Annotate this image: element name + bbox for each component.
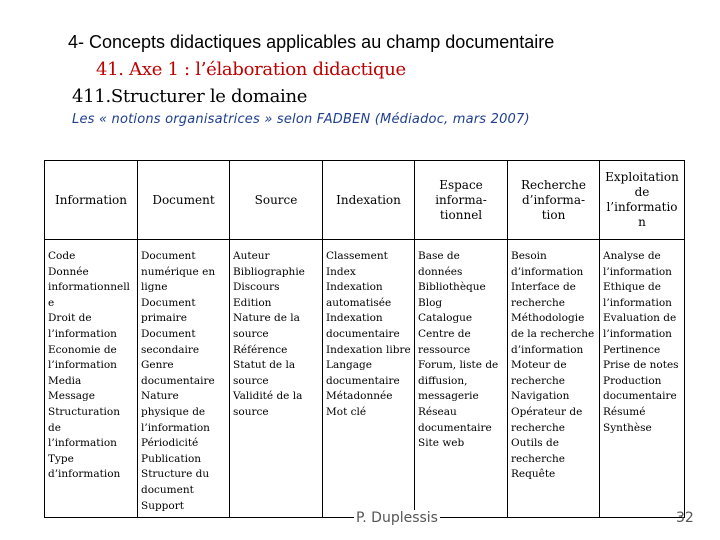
column-header-line: Espace: [439, 177, 483, 192]
notion-line: Nature de la: [233, 312, 300, 325]
notion-line: numérique en: [141, 265, 216, 278]
column-cell-indexation: [323, 240, 415, 518]
column-header-line: tionnel: [439, 207, 483, 222]
notion-line: Statut de la: [233, 359, 296, 372]
notion-line: Document: [141, 327, 196, 340]
notion-line: e: [48, 296, 55, 309]
notion-line: Analyse de: [603, 250, 661, 262]
notion-line: Nature: [141, 390, 179, 403]
column-header-line: Recherche: [521, 177, 586, 192]
notion-line: Bibliothèque: [418, 281, 486, 294]
notion-line: Indexation: [326, 312, 383, 325]
notion-line: d’information: [511, 343, 584, 356]
notion-line: Blog: [418, 296, 443, 309]
notion-line: recherche: [511, 421, 565, 434]
notion-line: Code: [48, 250, 76, 262]
notion-line: documentaire: [326, 374, 400, 387]
notion-line: Base de: [418, 250, 460, 262]
column-header-information: [45, 161, 138, 240]
notion-line: Document: [141, 296, 196, 309]
notion-line: Prise de notes: [603, 359, 679, 372]
notion-line: Message: [48, 390, 95, 403]
column-header-line: d’informa-: [521, 192, 586, 207]
notion-line: Index: [326, 265, 356, 278]
notions-table: [44, 160, 685, 518]
column-header-line: informa-: [435, 192, 487, 207]
column-header-source: [230, 161, 323, 240]
notion-line: Périodicité: [141, 437, 199, 450]
notion-line: Economie de: [48, 343, 117, 356]
notion-line: Forum, liste de: [418, 359, 499, 372]
notion-line: Bibliographie: [233, 265, 305, 278]
notion-line: Evaluation de: [603, 312, 677, 325]
column-header-recherche-information: [508, 161, 600, 240]
notion-line: Référence: [233, 343, 288, 356]
notion-line: données: [418, 265, 463, 278]
slide-subtitle: Les « notions organisatrices » selon FADBEN (Médiadoc, mars 2007): [72, 112, 530, 127]
notion-line: d’information: [48, 468, 121, 481]
notion-line: documentaire: [603, 390, 677, 403]
notion-line: Genre: [141, 359, 174, 372]
notion-line: Catalogue: [418, 312, 473, 325]
column-header-line: Exploitation: [605, 170, 679, 184]
column-header-line: Information: [54, 192, 128, 207]
notion-line: secondaire: [141, 343, 200, 356]
notion-line: informationnell: [48, 281, 130, 294]
notion-line: Besoin: [511, 250, 547, 262]
notion-line: automatisée: [326, 296, 392, 309]
notion-line: source: [233, 405, 269, 418]
notion-line: Mot clé: [326, 405, 367, 418]
notion-line: l’information: [48, 437, 117, 450]
notion-line: Structure du: [141, 468, 210, 481]
column-header-line: de: [634, 185, 650, 199]
notion-line: Réseau: [418, 405, 457, 418]
column-cell-espace-informationnel: [415, 240, 508, 518]
notion-line: messagerie: [418, 390, 479, 403]
notion-line: Synthèse: [603, 421, 652, 434]
notion-line: d’information: [511, 265, 584, 278]
notion-line: l’information: [603, 296, 672, 309]
section-heading: 4- Concepts didactiques applicables au champ documentaire: [68, 32, 555, 52]
notion-line: Support: [141, 499, 184, 512]
notion-line: Type: [48, 452, 74, 465]
axis-heading: 41. Axe 1 : l’élaboration didactique: [96, 59, 406, 80]
notion-line: source: [233, 327, 269, 340]
notion-line: Publication: [141, 452, 202, 465]
notion-line: Méthodologie: [511, 312, 585, 325]
notion-line: ressource: [418, 343, 471, 356]
notion-line: Navigation: [511, 390, 570, 403]
notion-line: source: [233, 374, 269, 387]
column-header-line: tion: [541, 207, 566, 222]
notion-line: documentaire: [418, 421, 492, 434]
notion-line: l’information: [141, 421, 210, 434]
notion-line: Pertinence: [603, 343, 661, 356]
column-header-indexation: [323, 161, 415, 240]
notion-line: Indexation: [326, 281, 383, 294]
notion-line: Edition: [233, 296, 272, 309]
notion-line: physique de: [141, 405, 206, 418]
column-cell-document: [138, 240, 230, 518]
notion-line: Site web: [418, 437, 465, 450]
notion-line: Outils de: [511, 437, 559, 450]
notion-line: Droit de: [48, 312, 92, 325]
notion-line: Donnée: [48, 265, 89, 278]
column-cell-information: [45, 240, 138, 518]
notion-line: Document: [141, 250, 196, 262]
notion-line: ligne: [141, 281, 168, 294]
notion-line: recherche: [511, 452, 565, 465]
page-number: 32: [676, 510, 694, 526]
notion-line: recherche: [511, 296, 565, 309]
notion-line: recherche: [511, 374, 565, 387]
notion-line: Métadonnée: [326, 390, 393, 403]
notion-line: l’information: [48, 327, 117, 340]
notion-line: Discours: [233, 281, 280, 294]
notion-line: Centre de: [418, 327, 471, 340]
subsection-heading: 411.Structurer le domaine: [72, 86, 308, 107]
notion-line: Langage: [326, 359, 372, 372]
notion-line: diffusion,: [418, 374, 468, 387]
notion-line: document: [141, 483, 194, 496]
notion-line: Auteur: [233, 250, 270, 262]
column-cell-source: [230, 240, 323, 518]
column-cell-exploitation-information: [600, 240, 685, 518]
notion-line: de la recherche: [511, 327, 595, 340]
notion-line: Structuration de: [48, 405, 120, 434]
notion-line: l’information: [603, 327, 672, 340]
notion-line: Opérateur de: [511, 405, 583, 418]
notion-line: Résumé: [603, 405, 646, 418]
notion-line: Ethique de: [603, 281, 661, 294]
column-header-exploitation-information: [600, 161, 685, 240]
notion-line: Media: [48, 374, 82, 387]
notion-line: Moteur de: [511, 359, 567, 372]
notion-line: Production: [603, 374, 662, 387]
notion-line: Validité de la: [233, 390, 303, 403]
column-header-line: Source: [254, 192, 298, 207]
notion-line: Indexation libre: [326, 343, 411, 356]
header-row: [45, 161, 685, 240]
column-header-line: Document: [152, 192, 215, 207]
column-header-espace-informationnel: [415, 161, 508, 240]
notions-row: [45, 240, 685, 518]
notion-line: Requête: [511, 468, 556, 481]
column-header-line: Indexation: [336, 192, 401, 207]
column-header-line: l’informatio: [606, 200, 678, 214]
column-header-document: [138, 161, 230, 240]
column-cell-recherche-information: [508, 240, 600, 518]
notion-line: Classement: [326, 250, 388, 262]
notion-line: l’information: [603, 265, 672, 278]
notion-line: documentaire: [141, 374, 215, 387]
notion-line: primaire: [141, 312, 187, 325]
notion-line: Interface de: [511, 281, 576, 294]
footer-author: P. Duplessis: [356, 510, 438, 526]
column-header-line: n: [638, 215, 646, 229]
notion-line: documentaire: [326, 327, 400, 340]
notion-line: l’information: [48, 359, 117, 372]
